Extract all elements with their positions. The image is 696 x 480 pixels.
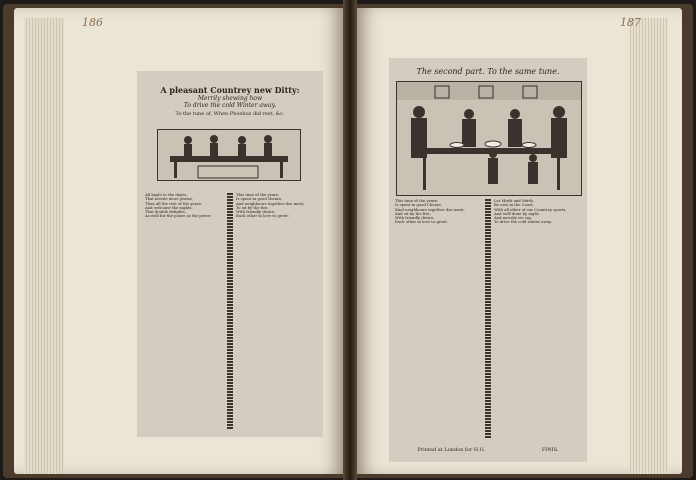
verse-line: And neighbours together doe meet,: [236, 200, 305, 206]
verse-line: Kind neighbours together doe meet,: [395, 206, 465, 212]
verse-line: To drive the cold winter away.: [494, 219, 552, 225]
verse-stanza: [145, 193, 224, 219]
verse-stanza: [494, 199, 581, 225]
verse-line: Be now in the Court,: [494, 202, 534, 208]
verse-line: With all other of our Countrey sports,: [494, 206, 567, 212]
verse-line: Each other in love to greet.: [395, 219, 448, 225]
verse-line: As well for the poore as the peere:: [145, 213, 212, 219]
ballad-tune: To the tune of, When Phoebus did rest, &c.: [175, 111, 285, 117]
broadside-footer: [389, 447, 587, 453]
verse-line: That merite more praise,: [145, 196, 194, 202]
verse-stanza: [236, 193, 315, 219]
woodcut-feast-large: [396, 81, 582, 196]
verse-line: With friendly desire,: [236, 209, 276, 215]
ballad-title: A pleasant Countrey new Ditty:: [160, 85, 300, 95]
left-verse-column: [145, 193, 224, 429]
verse-line: This time of the yeare,: [395, 199, 439, 203]
left-page-edges: [24, 18, 64, 474]
verse-line: This time of the yeare,: [236, 193, 280, 197]
verse-line: And well done by night,: [494, 210, 540, 216]
verse-line: And welcome the nights,: [145, 204, 193, 210]
verse-stanza: [395, 199, 482, 225]
verse-line: Each other in love to greet:: [236, 213, 289, 219]
verse-line: Is spent in good Cheare,: [395, 202, 443, 208]
book-gutter: [343, 0, 357, 480]
ballad-subtitle-1: Merrily shewing how: [197, 95, 263, 102]
verse-line: Is spent in good cheare,: [236, 196, 283, 202]
left-page-number: 186: [82, 16, 103, 29]
right-verse-columns: [395, 199, 581, 439]
right-page-number: 187: [620, 16, 641, 29]
woodcut-feast-small: [157, 129, 301, 181]
ornament-divider: [227, 193, 233, 429]
right-verse-column: [395, 199, 482, 439]
verse-line: All hayle to the dayes,: [145, 193, 188, 197]
left-broadside: [137, 71, 323, 437]
part-title: The second part. To the same tune.: [416, 67, 560, 76]
verse-line: And merrily we say,: [494, 215, 532, 221]
verse-line: Then all the rest of the yeare:: [145, 200, 203, 206]
finis: FINIS.: [541, 447, 559, 453]
left-page: [14, 8, 344, 474]
right-verse-column: [494, 199, 581, 439]
right-page-edges: [630, 18, 668, 474]
ornament-divider: [485, 199, 491, 439]
verse-line: That double delights,: [145, 209, 186, 215]
verse-line: With friendly desire,: [395, 215, 435, 221]
verse-line: And sit by the fire,: [395, 210, 431, 216]
right-page: [356, 8, 682, 474]
right-broadside: [389, 58, 587, 462]
verse-line: To sit by the fire,: [236, 204, 269, 210]
left-verse-columns: [145, 193, 315, 429]
ballad-subtitle-2: To drive the cold Winter away.: [183, 102, 277, 109]
verse-line: Let Mirth and Mirth,: [494, 199, 535, 203]
left-verse-column: [236, 193, 315, 429]
imprint: Printed at London for H.G.: [417, 447, 486, 453]
